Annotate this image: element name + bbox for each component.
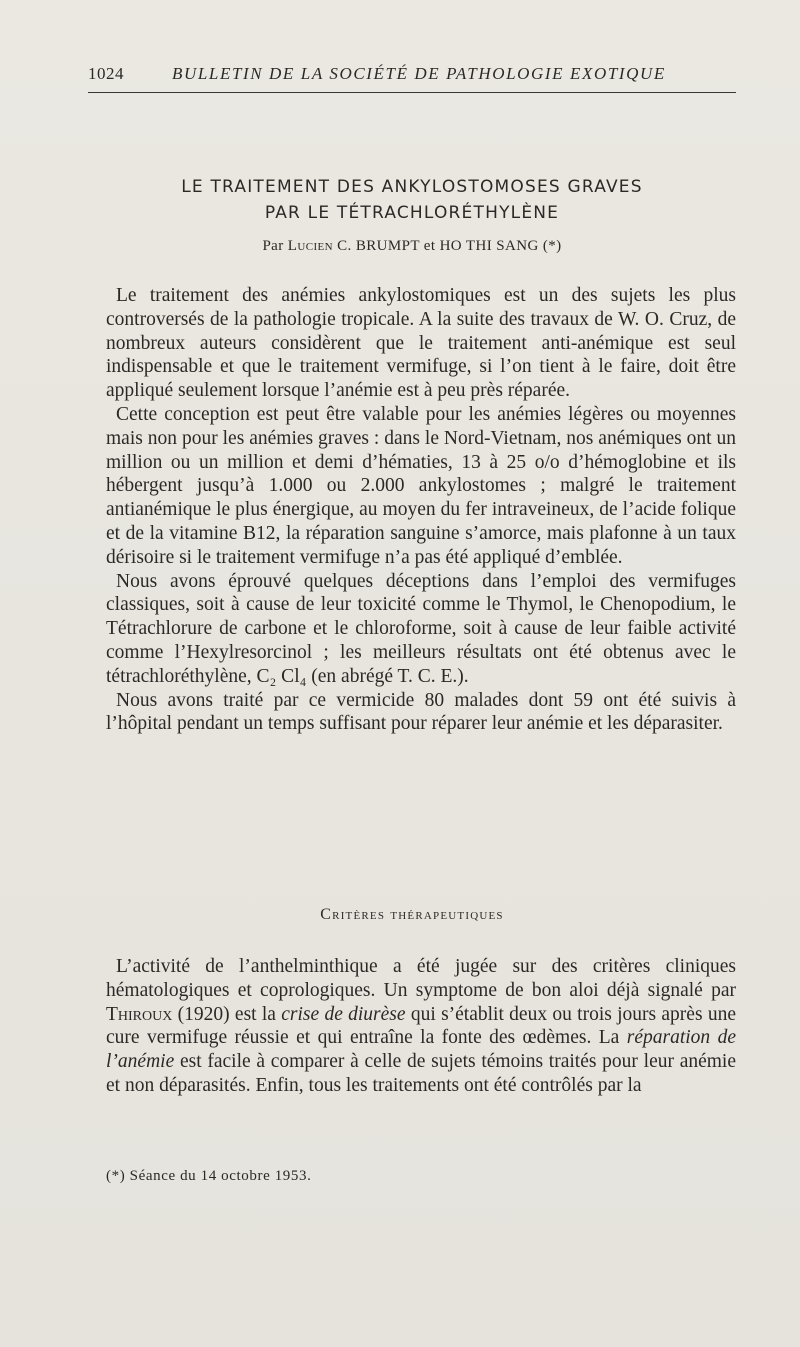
- author-first-name: Lucien: [287, 238, 333, 254]
- paragraph-1: Le traitement des anémies ankylostomiques est un des sujets les plus controversés de la pathologie tropicale. A la suite des travaux de W. O. Cruz, de nombreux auteurs considèrent que le traitement anti-anémique est seul indispensable et que le traitement vermifuge, si l’on tient à le faire, doit être appliqué seulement lorsque l’anémie est à peu près réparée.: [106, 285, 736, 402]
- running-header: [88, 64, 736, 90]
- authors-rest: C. BRUMPT et HO THI SANG (*): [337, 238, 562, 254]
- journal-title: BULLETIN DE LA SOCIÉTÉ DE PATHOLOGIE EXOTIQUE: [172, 64, 666, 83]
- footnote: (*) Séance du 14 octobre 1953.: [106, 1168, 312, 1184]
- paragraph-5: [106, 955, 736, 1098]
- p5-text-1: L’activité de l’anthelminthique a été jugée sur des critères cliniques hématologiques et coprologiques. Un symptome de bon aloi déjà signalé par: [106, 956, 736, 1001]
- p5-italic-2: réparation de l’anémie: [106, 1027, 736, 1073]
- article-title: [88, 174, 736, 226]
- page-number: 1024: [88, 64, 124, 83]
- p5-italic-1: crise de diurèse: [281, 1003, 406, 1025]
- intro-body: [106, 284, 736, 736]
- paragraph-3: Nous avons éprouvé quelques déceptions dans l’emploi des vermifuges classiques, soit à cause de leur toxicité comme le Thymol, le Chenopodium, le Tétrachlorure de carbone et le chloroforme, soit à cause de leur faible activité comme l’Hexylresorcinol ; les meilleurs résultats ont été obtenus avec le tétrachloréthylène, C₂ Cl₄ (en abrégé T. C. E.).: [106, 570, 736, 687]
- criteria-body: [106, 955, 736, 1098]
- title-line-1: LE TRAITEMENT DES ANKYLOSTOMOSES GRAVES: [181, 177, 643, 197]
- paragraph-2: Cette conception est peut être valable pour les anémies légères ou moyennes mais non pour les anémies graves : dans le Nord-Vietnam, nos anémiques ont un million ou un million et demi d’hématies, 13 à 25 o/o d’hémoglobine et ils hébergent jusqu’à 1.000 ou 2.000 ankylostomes ; malgré le traitement antianémique le plus énergique, au moyen du fer intraveineux, de l’acide folique et de la vitamine B12, la réparation sanguine s’amorce, mais plafonne à un taux dérisoire si le traitement vermifuge n’a pas été appliqué d’emblée.: [106, 403, 736, 568]
- cited-author: Thiroux: [106, 1003, 173, 1025]
- article-authors: [88, 238, 736, 255]
- p5-text-2: (1920) est la: [172, 1003, 282, 1025]
- title-line-2: PAR LE TÉTRACHLORÉTHYLÈNE: [264, 203, 560, 223]
- p5-text-3: qui s’établit deux ou trois jours après une cure vermifuge réussie et qui entraîne la fonte des œdèmes. La: [106, 1003, 736, 1049]
- paragraph-4: Nous avons traité par ce vermicide 80 malades dont 59 ont été suivis à l’hôpital pendant un temps suffisant pour réparer leur anémie et les déparasiter.: [106, 689, 736, 735]
- by-prefix: Par: [262, 238, 284, 254]
- p5-text-4: est facile à comparer à celle de sujets témoins traités pour leur anémie et non déparasités. Enfin, tous les traitements ont été contrôlés par la: [106, 1051, 736, 1096]
- section-heading: Critères thérapeutiques: [320, 906, 504, 923]
- header-rule: [88, 92, 736, 93]
